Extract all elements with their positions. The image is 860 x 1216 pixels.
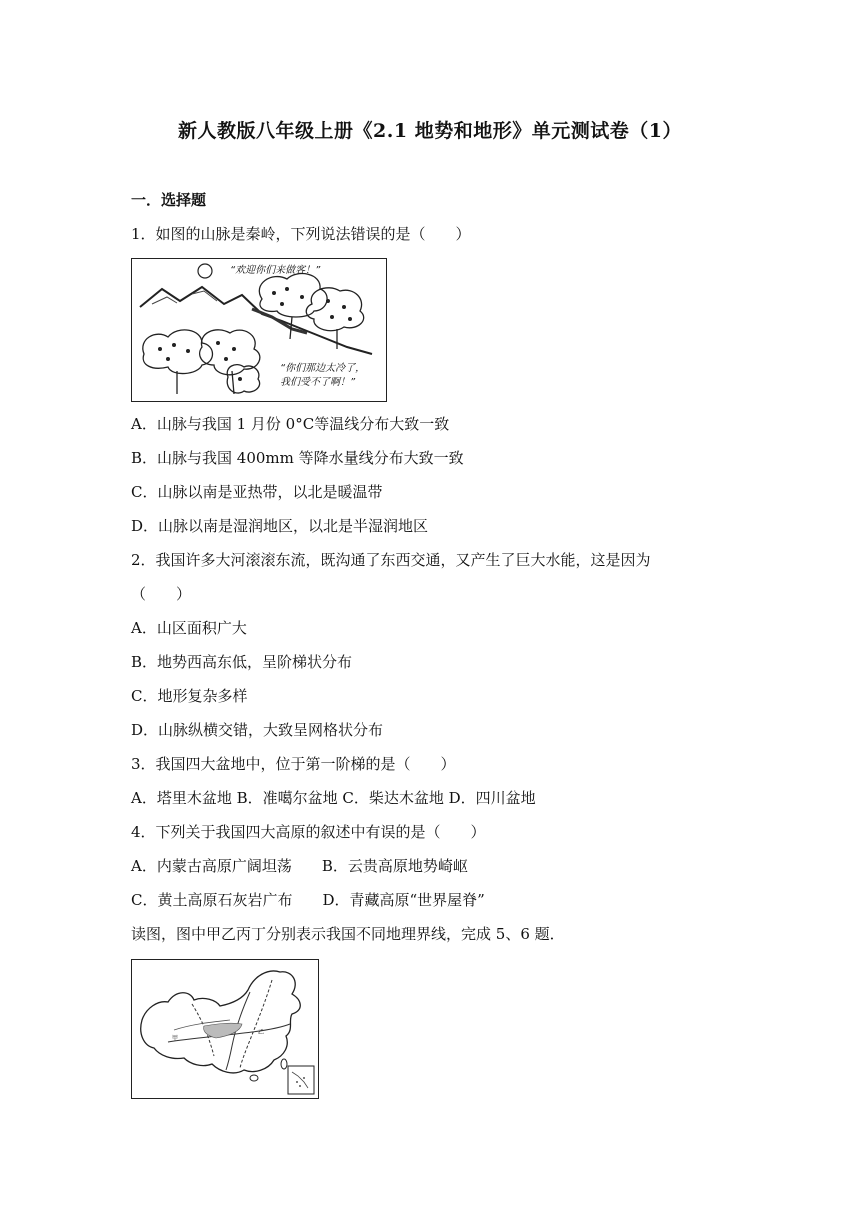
question-4-options-row1: A．内蒙古高原广阔坦荡 B．云贵高原地势崎岖 (131, 857, 468, 875)
question-2-stem: 2．我国许多大河滚滚东流，既沟通了东西交通，又产生了巨大水能，这是因为 (131, 551, 651, 569)
section-heading: 一．选择题 (131, 191, 207, 209)
question-2-option-b: B．地势西高东低，呈阶梯状分布 (131, 653, 353, 671)
question-1-stem: 1．如图的山脉是秦岭，下列说法错误的是（ ） (131, 225, 471, 243)
question-1-option-c: C．山脉以南是亚热带，以北是暖温带 (131, 483, 383, 501)
china-map-figure (131, 959, 319, 1099)
qinling-cartoon-drawing (132, 259, 386, 401)
question-2-option-c: C．地形复杂多样 (131, 687, 248, 705)
question-4-options-row2: C．黄土高原石灰岩广布 D．青藏高原“世界屋脊” (131, 891, 485, 909)
questions-5-6-intro: 读图，图中甲乙丙丁分别表示我国不同地理界线，完成 5、6 题． (131, 925, 565, 943)
speech-welcome: “欢迎你们来做客！” (230, 265, 321, 276)
question-3-options: A．塔里木盆地 B．准噶尔盆地 C．柴达木盆地 D．四川盆地 (131, 789, 536, 807)
question-2-option-d: D．山脉纵横交错，大致呈网格状分布 (131, 721, 384, 739)
qinling-cartoon-figure (131, 258, 387, 402)
speech-cold-1: “你们那边太冷了， (280, 363, 366, 374)
map-label-jia: 甲 (172, 1035, 179, 1042)
speech-cold-2: 我们受不了啊！” (280, 377, 356, 388)
question-1-option-d: D．山脉以南是湿润地区，以北是半湿润地区 (131, 517, 429, 535)
page-title: 新人教版八年级上册《2.1 地势和地形》单元测试卷（1） (178, 120, 682, 142)
china-map-drawing (132, 960, 318, 1098)
question-2-option-a: A．山区面积广大 (131, 619, 247, 637)
question-3-stem: 3．我国四大盆地中，位于第一阶梯的是（ ） (131, 755, 456, 773)
question-4-stem: 4．下列关于我国四大高原的叙述中有误的是（ ） (131, 823, 486, 841)
question-1-option-b: B．山脉与我国 400mm 等降水量线分布大致一致 (131, 449, 464, 467)
question-1-option-a: A．山脉与我国 1 月份 0°C等温线分布大致一致 (131, 415, 450, 433)
question-2-stem-cont: （ ） (131, 585, 192, 603)
map-label-yi: 乙 (258, 1029, 265, 1036)
